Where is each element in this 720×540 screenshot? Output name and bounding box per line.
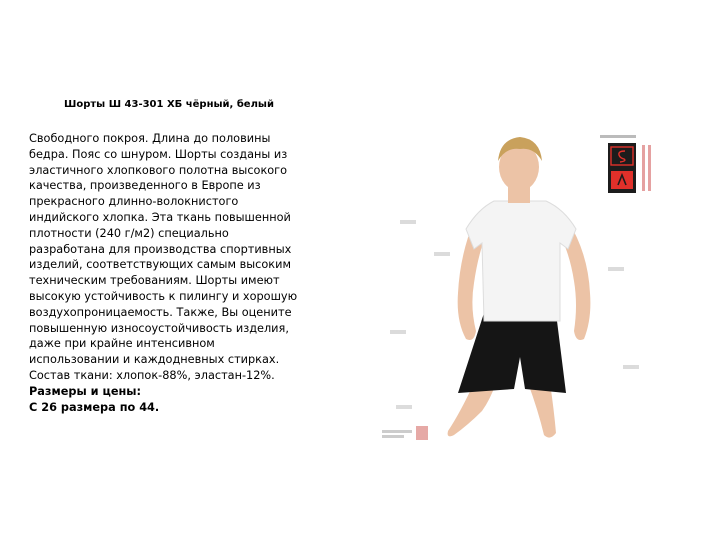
sizes-value: С 26 размера по 44.	[29, 400, 160, 414]
white-tshirt	[466, 201, 576, 321]
product-description-block	[29, 131, 299, 415]
brand-badge	[598, 133, 660, 195]
watermark-logo	[382, 424, 430, 442]
product-description: Свободного покроя. Длина до половины бедра. Пояс со шнуром. Шорты созданы из эластичного хлопкового полотна высокого качества, произведенного в Европе из прекрасного длинно-волокнистого индийского хлопка. Эта ткань повышенной плотности (240 г/м2) специально разработана для производства спортивных изделий, соответствующих самым высоким техническим требованиям. Шорты имеют высокую устойчивость к пилингу и хорошую воздухопроницаемость. Также, Вы оцените повышенную износоустойчивость изделия, даже при крайне интенсивном использовании и каждодневных стирках. Состав ткани: хлопок-88%, эластан-12%.	[29, 132, 298, 382]
sizes-label: Размеры и цены:	[29, 384, 142, 398]
slide-title: Шорты Ш 43-301 ХБ чёрный, белый	[64, 99, 274, 110]
